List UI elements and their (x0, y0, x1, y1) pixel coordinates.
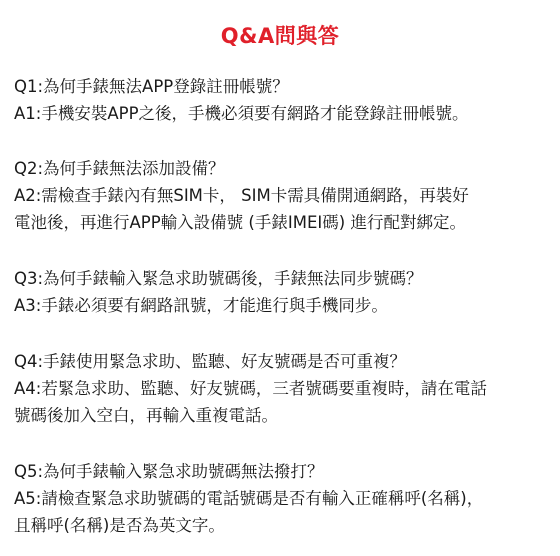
page-title: Q&A問與答 (220, 24, 340, 48)
answer-2-line-1: A2:需檢查手錶內有無SIM卡， SIM卡需具備開通網路，再裝好 (14, 186, 469, 205)
question-3: Q3:為何手錶輸入緊急求助號碼後，手錶無法同步號碼？ (14, 269, 423, 288)
qa-item-5 (14, 458, 550, 539)
qa-item-2 (14, 155, 550, 236)
answer-4-line-1: A4:若緊急求助、監聽、好友號碼，三者號碼要重複時，請在電話 (14, 379, 487, 398)
question-1: Q1:為何手錶無法APP登錄註冊帳號？ (14, 77, 289, 96)
question-5: Q5:為何手錶輸入緊急求助號碼無法撥打？ (14, 462, 324, 481)
answer-1: A1:手機安裝APP之後，手機必須要有網路才能登錄註冊帳號。 (14, 104, 469, 123)
question-2: Q2:為何手錶無法添加設備？ (14, 159, 225, 178)
answer-5-line-1: A5:請檢查緊急求助號碼的電話號碼是否有輸入正確稱呼(名稱)， (14, 489, 484, 508)
qa-item-3 (14, 265, 550, 319)
answer-3: A3:手錶必須要有網路訊號，才能進行與手機同步。 (14, 296, 388, 315)
answer-2-line-2: 電池後，再進行APP輸入設備號 (手錶IMEI碼) 進行配對綁定。 (14, 213, 466, 232)
question-4: Q4:手錶使用緊急求助、監聽、好友號碼是否可重複？ (14, 352, 407, 371)
qa-item-1 (14, 73, 550, 127)
qa-item-4 (14, 348, 550, 429)
answer-5-line-2: 且稱呼(名稱)是否為英文字。 (14, 516, 225, 535)
answer-4-line-2: 號碼後加入空白，再輸入重複電話。 (14, 406, 278, 425)
